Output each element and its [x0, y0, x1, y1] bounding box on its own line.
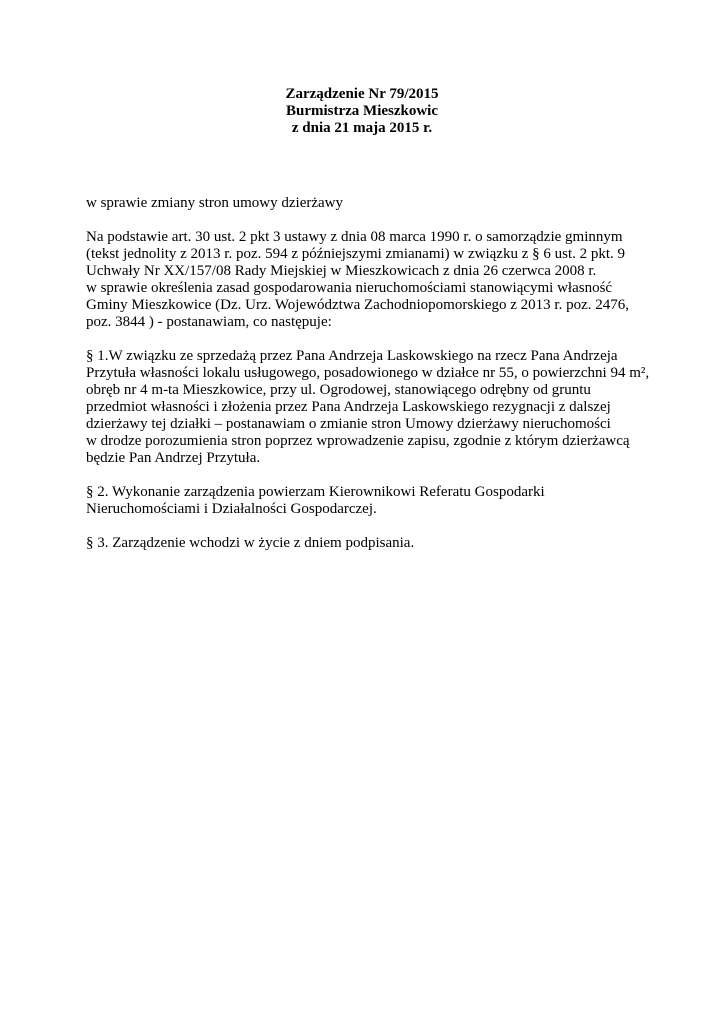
section-2-line: Nieruchomościami i Działalności Gospodarczej. — [86, 501, 377, 517]
subject-line: w sprawie zmiany stron umowy dzierżawy — [86, 195, 344, 211]
section-3-line: § 3. Zarządzenie wchodzi w życie z dniem podpisania. — [86, 535, 415, 551]
section-1-line: przedmiot własności i złożenia przez Pana Andrzeja Laskowskiego rezygnacji z dalszej — [86, 399, 611, 415]
issue-date: z dnia 21 maja 2015 r. — [291, 120, 433, 136]
section-1-paragraph — [86, 348, 666, 467]
preamble-line: Gminy Mieszkowice (Dz. Urz. Województwa Zachodniopomorskiego z 2013 r. poz. 2476, — [86, 297, 629, 313]
preamble-line: Na podstawie art. 30 ust. 2 pkt 3 ustawy z dnia 08 marca 1990 r. o samorządzie gminnym — [86, 229, 623, 245]
section-3-paragraph — [86, 535, 666, 552]
issuing-authority: Burmistrza Mieszkowic — [285, 103, 439, 119]
section-1-line: będzie Pan Andrzej Przytuła. — [86, 450, 261, 466]
section-2-line: § 2. Wykonanie zarządzenia powierzam Kierownikowi Referatu Gospodarki — [86, 484, 545, 500]
preamble-line: w sprawie określenia zasad gospodarowania nieruchomościami stanowiącymi własność — [86, 280, 613, 296]
section-1-line: dzierżawy tej działki – postanawiam o zmianie stron Umowy dzierżawy nieruchomości — [86, 416, 611, 432]
preamble-paragraph — [86, 229, 666, 331]
section-2-paragraph — [86, 484, 666, 518]
preamble-line: Uchwały Nr XX/157/08 Rady Miejskiej w Mieszkowicach z dnia 26 czerwca 2008 r. — [86, 263, 597, 279]
document-body — [86, 195, 666, 552]
preamble-line: poz. 3844 ) - postanawiam, co następuje: — [86, 314, 332, 330]
section-1-line: Przytuła własności lokalu usługowego, posadowionego w działce nr 55, o powierzchni 94 m², — [86, 365, 650, 381]
section-1-line: w drodze porozumienia stron poprzez wprowadzenie zapisu, zgodnie z którym dzierżawcą — [86, 433, 630, 449]
document-header — [0, 86, 724, 137]
section-1-line: obręb nr 4 m-ta Mieszkowice, przy ul. Ogrodowej, stanowiącego odrębny od gruntu — [86, 382, 591, 398]
preamble-line: (tekst jednolity z 2013 r. poz. 594 z późniejszymi zmianami) w związku z § 6 ust. 2 pkt. 9 — [86, 246, 626, 262]
section-1-line: § 1.W związku ze sprzedażą przez Pana Andrzeja Laskowskiego na rzecz Pana Andrzeja — [86, 348, 618, 364]
ordinance-number: Zarządzenie Nr 79/2015 — [285, 86, 439, 102]
